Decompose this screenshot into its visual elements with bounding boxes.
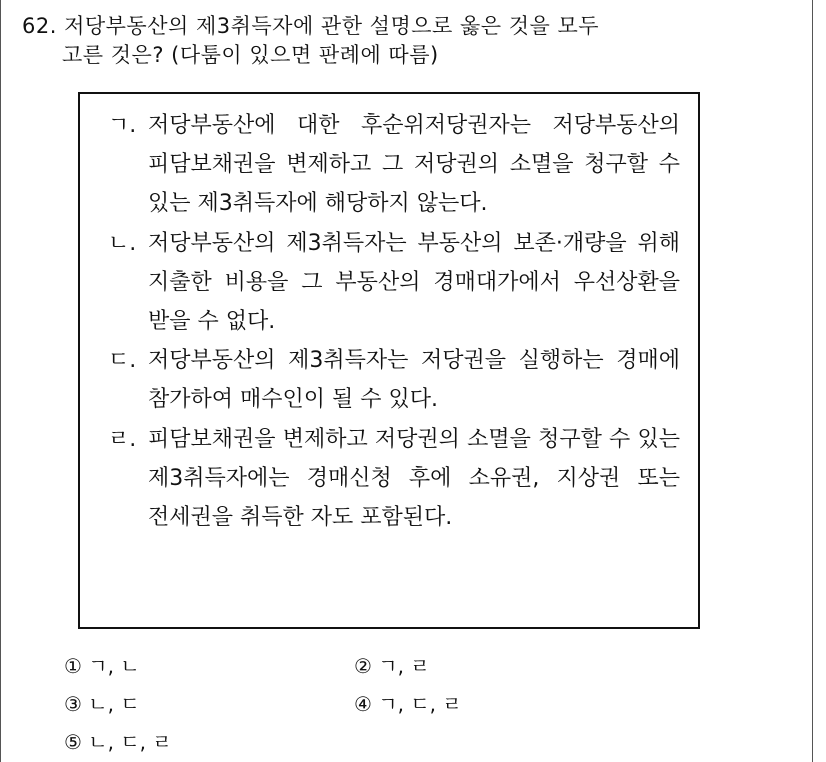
question-stem <box>22 12 792 70</box>
statement-text: 저당부동산의 제3취득자는 저당권을 실행하는 경매에 참가하여 매수인이 될 수 있다. <box>148 348 680 413</box>
choice-text: ㄱ, ㄹ <box>378 654 430 678</box>
statement-item <box>108 341 680 419</box>
statement-marker: ㄱ. <box>108 113 137 138</box>
choice-number: ③ <box>64 692 82 716</box>
left-margin-rule <box>0 0 1 762</box>
choice-number: ⑤ <box>64 730 82 754</box>
statement-item <box>108 224 680 342</box>
right-margin-rule <box>812 0 813 762</box>
choice-text: ㄱ, ㄴ <box>88 654 140 678</box>
choice-row <box>64 647 784 685</box>
statement-text: 피담보채권을 변제하고 저당권의 소멸을 청구할 수 있는 제3취득자에는 경매신청 후에 소유권, 지상권 또는 전세권을 취득한 자도 포함된다. <box>148 426 680 531</box>
answer-choices <box>64 647 784 761</box>
statements-box <box>78 92 700 629</box>
choice-row <box>64 685 784 723</box>
choice-1[interactable] <box>64 647 354 685</box>
statement-text: 저당부동산에 대한 후순위저당권자는 저당부동산의 피담보채권을 변제하고 그 저당권의 소멸을 청구할 수 있는 제3취득자에 해당하지 않는다. <box>148 113 680 217</box>
choice-text: ㄴ, ㄷ, ㄹ <box>88 730 172 754</box>
choice-number: ④ <box>354 692 372 716</box>
choice-5[interactable] <box>64 723 354 761</box>
statement-item <box>108 420 680 538</box>
statement-marker: ㄹ. <box>108 426 137 452</box>
choice-2[interactable] <box>354 647 644 685</box>
statement-text: 저당부동산의 제3취득자는 부동산의 보존·개량을 위해 지출한 비용을 그 부동산의 경매대가에서 우선상환을 받을 수 없다. <box>148 230 680 335</box>
choice-3[interactable] <box>64 685 354 723</box>
statement-marker: ㄷ. <box>108 348 137 374</box>
choice-number: ② <box>354 654 372 678</box>
choice-4[interactable] <box>354 685 644 723</box>
choice-text: ㄱ, ㄷ, ㄹ <box>378 692 462 716</box>
choice-text: ㄴ, ㄷ <box>88 692 140 716</box>
statement-item <box>108 106 680 224</box>
question-line-1: 62. 저당부동산의 제3취득자에 관한 설명으로 옳은 것을 모두 <box>22 14 600 38</box>
statement-marker: ㄴ. <box>108 230 137 256</box>
choice-row <box>64 723 784 761</box>
question-line-2: 고른 것은? (다툼이 있으면 판례에 따름) <box>62 43 439 67</box>
choice-number: ① <box>64 654 82 678</box>
